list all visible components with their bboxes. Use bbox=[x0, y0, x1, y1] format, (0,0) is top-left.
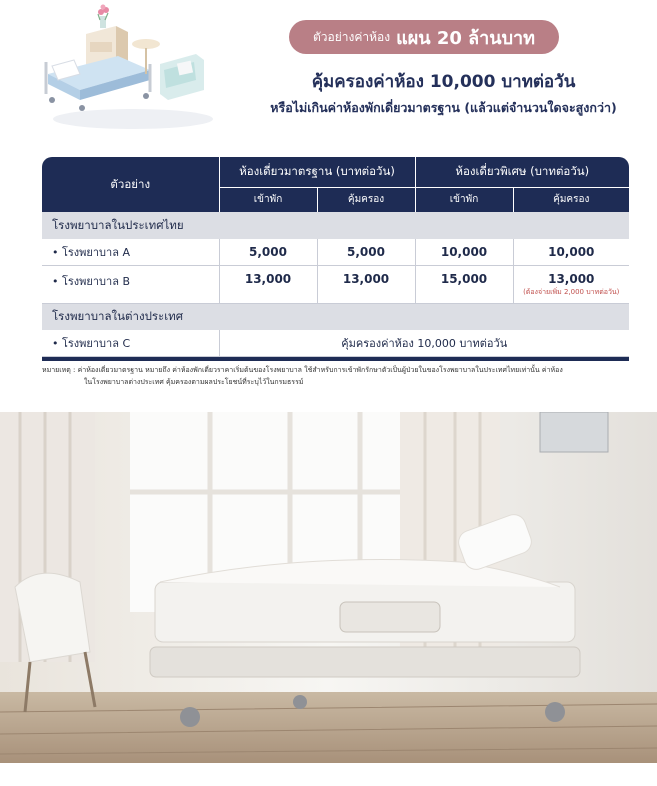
header-standard-room: ห้องเดี่ยวมาตรฐาน (บาทต่อวัน) bbox=[219, 157, 415, 187]
footnote bbox=[42, 364, 632, 388]
footnote-line2: ในโรงพยาบาลต่างประเทศ คุ้มครองตามผลประโยชน์ที่ระบุไว้ในกรมธรรม์ bbox=[84, 378, 304, 386]
header-sp-cover: คุ้มครอง bbox=[513, 187, 629, 212]
section-domestic: โรงพยาบาลในประเทศไทย bbox=[42, 212, 629, 239]
std-stay-value: 5,000 bbox=[219, 239, 317, 265]
table-row bbox=[42, 330, 629, 356]
header-std-stay: เข้าพัก bbox=[219, 187, 317, 212]
header-special-room: ห้องเดี่ยวพิเศษ (บาทต่อวัน) bbox=[415, 157, 629, 187]
header-example: ตัวอย่าง bbox=[42, 157, 219, 212]
sp-cover-value: 10,000 bbox=[513, 239, 629, 265]
subheadline: หรือไม่เกินค่าห้องพักเดี่ยวมาตรฐาน (แล้วแต่จำนวนใดจะสูงกว่า) bbox=[270, 100, 617, 115]
hospital-name: • โรงพยาบาล A bbox=[42, 239, 219, 265]
table-row bbox=[42, 239, 629, 265]
sp-stay-value: 10,000 bbox=[415, 239, 513, 265]
header-std-cover: คุ้มครอง bbox=[317, 187, 415, 212]
abroad-cover-value: คุ้มครองค่าห้อง 10,000 บาทต่อวัน bbox=[219, 330, 629, 356]
room-rate-table bbox=[42, 157, 629, 361]
footnote-line1: หมายเหตุ : ค่าห้องเดี่ยวมาตรฐาน หมายถึง ค่าห้องพักเดี่ยวราคาเริ่มต้นของโรงพยาบาล ใช้สำหรับการเข้าพักรักษาตัวเป็นผู้ป่วยในของโรงพยาบาลในประเทศไทยเท่านั้น ค่าห้อง bbox=[42, 366, 563, 374]
sp-stay-value: 15,000 bbox=[415, 265, 513, 303]
hospital-name: • โรงพยาบาล B bbox=[42, 265, 219, 303]
plan-badge bbox=[289, 20, 559, 54]
sp-cover-value: 13,000 bbox=[548, 271, 595, 286]
hospital-room-photo bbox=[0, 412, 657, 763]
hospital-name: • โรงพยาบาล C bbox=[42, 330, 219, 356]
hospital-room-illustration bbox=[38, 4, 218, 136]
std-cover-value: 13,000 bbox=[317, 265, 415, 303]
section-abroad: โรงพยาบาลในต่างประเทศ bbox=[42, 303, 629, 330]
header-sp-stay: เข้าพัก bbox=[415, 187, 513, 212]
plan-badge-prefix: ตัวอย่างค่าห้อง bbox=[313, 29, 391, 44]
headline: คุ้มครองค่าห้อง 10,000 บาทต่อวัน bbox=[311, 72, 576, 92]
sp-cover-cell bbox=[513, 265, 629, 303]
std-cover-value: 5,000 bbox=[317, 239, 415, 265]
extra-payment-note: (ต้องจ่ายเพิ่ม 2,000 บาทต่อวัน) bbox=[523, 287, 620, 296]
table-bottom-bar bbox=[42, 357, 629, 361]
std-stay-value: 13,000 bbox=[219, 265, 317, 303]
plan-badge-amount: แผน 20 ล้านบาท bbox=[396, 27, 535, 49]
table-row bbox=[42, 265, 629, 303]
